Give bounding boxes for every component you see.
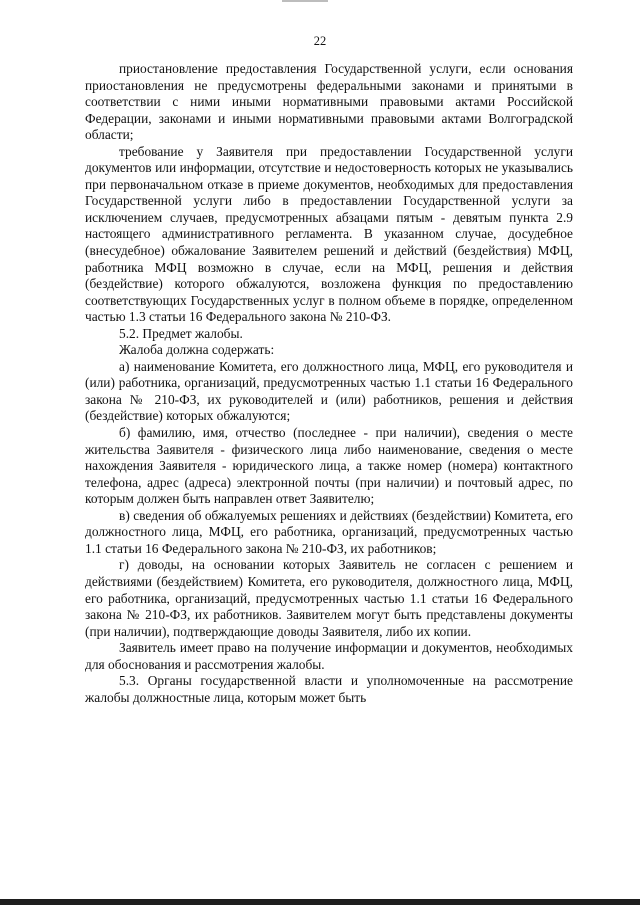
scan-bottom-edge (0, 899, 640, 905)
list-item-a: а) наименование Комитета, его должностного лица, МФЦ, его руководителя и (или) работника, организаций, предусмотренных частью 1.1 статьи 16 Федерального закона № 210-ФЗ, их руководителей и (или) работников, решения и действия (бездействие) которых обжалуются; (85, 358, 573, 424)
section-heading-5-2: 5.2. Предмет жалобы. (119, 325, 243, 341)
paragraph-document-requirement: требование у Заявителя при предоставлении Государственной услуги документов или информации, отсутствие и недостоверность которых не указывались при первоначальном отказе в приеме документов, необходимых для предоставления Государственной услуги либо в предоставлении Государственной услуги за исключением случаев, предусмотренных абзацами пятым - девятым пункта 2.9 настоящего административного регламента. В указанном случае, досудебное (внесудебное) обжалование Заявителем решений и действий (бездействия) МФЦ, работника МФЦ возможно в случае, если на МФЦ, решения и действия (бездействие) которого обжалуются, возложена функция по предоставлению соответствующих Государственных услуг в полном объеме в порядке, определенном частью 1.3 статьи 16 Федерального закона № 210-ФЗ. (85, 143, 573, 325)
paragraph-suspension-grounds: приостановление предоставления Государственной услуги, если основания приостановления не предусмотрены федеральными законами и принятыми в соответствии с ними иными нормативными правовыми актами Российской Федерации, законами и иными нормативными правовыми актами Волгоградской области; (85, 61, 573, 143)
list-item-b: б) фамилию, имя, отчество (последнее - при наличии), сведения о месте жительства Заявителя - физического лица либо наименование, сведения о месте нахождения Заявителя - юридического лица, а также номер (номера) контактного телефона, адрес (адреса) электронной почты (при наличии) и почтовый адрес, по которым должен быть направлен ответ Заявителю; (85, 425, 573, 507)
section-5-3-start: 5.3. Органы государственной власти и уполномоченные на рассмотрение жалобы должностные лица, которым может быть (85, 673, 573, 705)
document-body (85, 61, 573, 706)
paragraph-applicant-rights: Заявитель имеет право на получение информации и документов, необходимых для обоснования и рассмотрения жалобы. (85, 640, 573, 672)
scan-top-mark (282, 0, 328, 2)
page-number: 22 (313, 34, 327, 48)
list-item-v: в) сведения об обжалуемых решениях и действиях (бездействии) Комитета, его должностного лица, МФЦ, его работника, организаций, предусмотренных частью 1.1 статьи 16 Федерального закона № 210-ФЗ, их работников; (85, 507, 573, 556)
paragraph-complaint-contents: Жалоба должна содержать: (119, 342, 275, 358)
list-item-g: г) доводы, на основании которых Заявитель не согласен с решением и действиями (бездействием) Комитета, его руководителя, должностного лица, МФЦ, его работника, организаций, предусмотренных частью 1.1 статьи 16 Федерального закона № 210-ФЗ, их работников. Заявителем могут быть представлены документы (при наличии), подтверждающие доводы Заявителя, либо их копии. (85, 557, 573, 639)
